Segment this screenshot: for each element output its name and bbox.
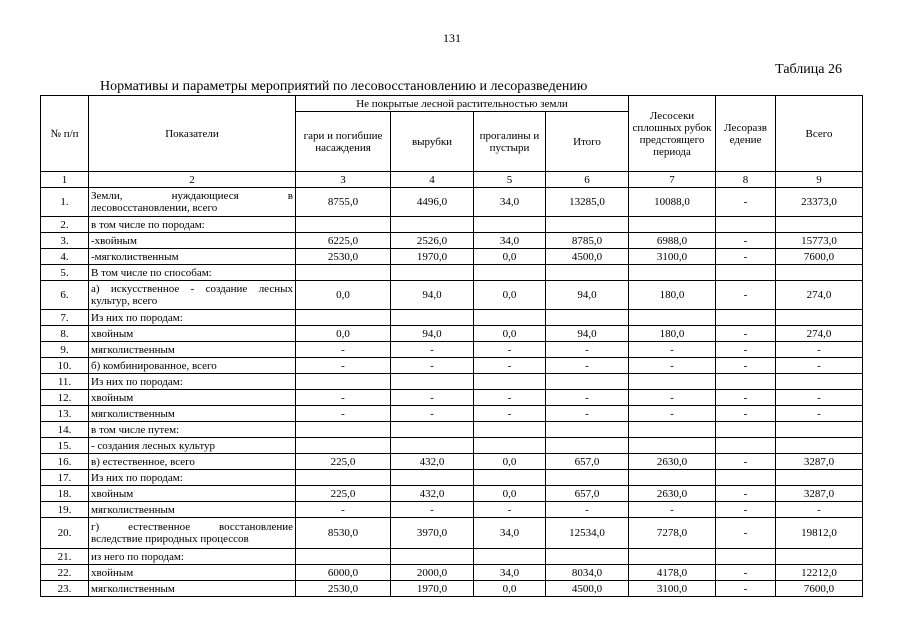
row-number-cell: 17. — [41, 470, 89, 486]
value-cell — [776, 217, 863, 233]
value-cell: 6225,0 — [296, 233, 391, 249]
table-row — [41, 188, 863, 217]
value-cell: - — [629, 406, 716, 422]
value-cell: 34,0 — [474, 565, 546, 581]
value-cell: 2526,0 — [391, 233, 474, 249]
value-cell: 0,0 — [474, 326, 546, 342]
row-number-cell: 1. — [41, 188, 89, 217]
value-cell — [546, 470, 629, 486]
value-cell: 8755,0 — [296, 188, 391, 217]
table-label: Таблица 26 — [775, 62, 842, 77]
value-cell: 12534,0 — [546, 518, 629, 549]
indicator-cell: в том числе путем: — [89, 422, 296, 438]
header-fellings: вырубки — [391, 112, 474, 172]
table-row — [41, 518, 863, 549]
value-cell: 94,0 — [546, 281, 629, 310]
value-cell — [776, 310, 863, 326]
row-number-cell: 22. — [41, 565, 89, 581]
value-cell: - — [296, 502, 391, 518]
value-cell: 1970,0 — [391, 249, 474, 265]
value-cell: - — [716, 581, 776, 597]
value-cell: - — [716, 358, 776, 374]
value-cell — [474, 422, 546, 438]
header-not-covered: Не покрытые лесной растительностью земли — [296, 96, 629, 112]
value-cell: 2630,0 — [629, 486, 716, 502]
value-cell — [776, 470, 863, 486]
page-number: 131 — [443, 31, 461, 45]
table-body — [41, 188, 863, 597]
indicator-cell: Из них по породам: — [89, 470, 296, 486]
value-cell: - — [776, 390, 863, 406]
value-cell: - — [629, 342, 716, 358]
value-cell: 6000,0 — [296, 565, 391, 581]
value-cell: 7600,0 — [776, 581, 863, 597]
table-row — [41, 265, 863, 281]
value-cell: - — [629, 358, 716, 374]
row-number-cell: 23. — [41, 581, 89, 597]
row-number-cell: 11. — [41, 374, 89, 390]
value-cell — [776, 265, 863, 281]
table-row — [41, 390, 863, 406]
row-number-cell: 20. — [41, 518, 89, 549]
row-number-cell: 7. — [41, 310, 89, 326]
indicator-cell: хвойным — [89, 565, 296, 581]
row-number-cell: 4. — [41, 249, 89, 265]
value-cell — [296, 438, 391, 454]
indicator-cell: из него по породам: — [89, 549, 296, 565]
value-cell: 2000,0 — [391, 565, 474, 581]
table-row — [41, 565, 863, 581]
value-cell — [296, 470, 391, 486]
value-cell: - — [716, 406, 776, 422]
value-cell: 94,0 — [391, 326, 474, 342]
value-cell — [776, 438, 863, 454]
indicator-cell: хвойным — [89, 326, 296, 342]
value-cell: 432,0 — [391, 454, 474, 470]
indicator-cell: в том числе по породам: — [89, 217, 296, 233]
value-cell: - — [776, 358, 863, 374]
value-cell — [546, 310, 629, 326]
table-row — [41, 581, 863, 597]
column-number-row — [41, 172, 863, 188]
value-cell: 3970,0 — [391, 518, 474, 549]
value-cell: 6988,0 — [629, 233, 716, 249]
header-clearcuts: Лесосеки сплошных рубок предстоящего периода — [629, 96, 716, 172]
value-cell: - — [474, 342, 546, 358]
table-row — [41, 342, 863, 358]
row-number-cell: 8. — [41, 326, 89, 342]
value-cell — [546, 265, 629, 281]
table-row — [41, 281, 863, 310]
value-cell — [474, 265, 546, 281]
table-row — [41, 217, 863, 233]
value-cell: - — [629, 502, 716, 518]
indicator-cell: Из них по породам: — [89, 310, 296, 326]
value-cell — [391, 549, 474, 565]
table-row — [41, 454, 863, 470]
row-number-cell: 9. — [41, 342, 89, 358]
row-number-cell: 6. — [41, 281, 89, 310]
value-cell — [391, 265, 474, 281]
value-cell — [629, 265, 716, 281]
value-cell — [629, 549, 716, 565]
value-cell: 2530,0 — [296, 249, 391, 265]
row-number-cell: 12. — [41, 390, 89, 406]
value-cell: 1970,0 — [391, 581, 474, 597]
col-number: 9 — [776, 172, 863, 188]
col-number: 7 — [629, 172, 716, 188]
value-cell — [391, 422, 474, 438]
value-cell: - — [474, 390, 546, 406]
value-cell: 34,0 — [474, 233, 546, 249]
value-cell: 180,0 — [629, 281, 716, 310]
value-cell: 34,0 — [474, 518, 546, 549]
value-cell — [629, 470, 716, 486]
value-cell: 0,0 — [296, 326, 391, 342]
value-cell: - — [391, 342, 474, 358]
value-cell — [474, 438, 546, 454]
value-cell — [629, 422, 716, 438]
value-cell: 19812,0 — [776, 518, 863, 549]
indicator-cell: г) естественное восстановление вследствие природных процессов — [89, 518, 296, 549]
indicator-cell: б) комбинированное, всего — [89, 358, 296, 374]
value-cell — [474, 310, 546, 326]
value-cell: 8530,0 — [296, 518, 391, 549]
value-cell: - — [296, 390, 391, 406]
value-cell: - — [776, 342, 863, 358]
value-cell: - — [716, 249, 776, 265]
indicator-cell: Из них по породам: — [89, 374, 296, 390]
value-cell — [629, 438, 716, 454]
table-row — [41, 406, 863, 422]
value-cell: - — [474, 502, 546, 518]
row-number-cell: 13. — [41, 406, 89, 422]
col-number: 4 — [391, 172, 474, 188]
value-cell: 0,0 — [474, 454, 546, 470]
value-cell: - — [716, 342, 776, 358]
value-cell: 2530,0 — [296, 581, 391, 597]
value-cell: 10088,0 — [629, 188, 716, 217]
header-afforestation: Лесоразв едение — [716, 96, 776, 172]
row-number-cell: 21. — [41, 549, 89, 565]
value-cell — [716, 470, 776, 486]
indicator-cell: хвойным — [89, 486, 296, 502]
table-row — [41, 358, 863, 374]
indicator-cell: мягколиственным — [89, 502, 296, 518]
value-cell — [296, 217, 391, 233]
value-cell: - — [391, 406, 474, 422]
value-cell: - — [716, 188, 776, 217]
value-cell — [629, 310, 716, 326]
value-cell: 8785,0 — [546, 233, 629, 249]
value-cell: 2630,0 — [629, 454, 716, 470]
value-cell: 4500,0 — [546, 581, 629, 597]
col-number: 6 — [546, 172, 629, 188]
value-cell — [546, 422, 629, 438]
value-cell: 8034,0 — [546, 565, 629, 581]
indicator-cell: мягколиственным — [89, 406, 296, 422]
value-cell — [776, 549, 863, 565]
indicator-cell: хвойным — [89, 390, 296, 406]
value-cell — [716, 374, 776, 390]
value-cell: - — [391, 390, 474, 406]
value-cell: 180,0 — [629, 326, 716, 342]
table-row — [41, 438, 863, 454]
value-cell — [391, 217, 474, 233]
value-cell: 274,0 — [776, 281, 863, 310]
value-cell: 274,0 — [776, 326, 863, 342]
indicator-cell: -мягколиственным — [89, 249, 296, 265]
value-cell: - — [776, 502, 863, 518]
row-number-cell: 2. — [41, 217, 89, 233]
value-cell: - — [546, 342, 629, 358]
value-cell: - — [716, 502, 776, 518]
table-row — [41, 233, 863, 249]
header-burns: гари и погибшие насаждения — [296, 112, 391, 172]
row-number-cell: 10. — [41, 358, 89, 374]
indicator-cell: Земли, нуждающиеся в лесовосстановлении, всего — [89, 188, 296, 217]
header-indicators: Показатели — [89, 96, 296, 172]
value-cell: 15773,0 — [776, 233, 863, 249]
value-cell: 0,0 — [474, 249, 546, 265]
value-cell: - — [296, 406, 391, 422]
table-row — [41, 326, 863, 342]
value-cell: 225,0 — [296, 486, 391, 502]
value-cell: - — [716, 281, 776, 310]
indicator-cell: в) естественное, всего — [89, 454, 296, 470]
value-cell: 94,0 — [391, 281, 474, 310]
value-cell — [716, 217, 776, 233]
header-num: № п/п — [41, 96, 89, 172]
value-cell: - — [716, 518, 776, 549]
row-number-cell: 15. — [41, 438, 89, 454]
table-title: Нормативы и параметры мероприятий по лесовосстановлению и лесоразведению — [100, 79, 588, 94]
value-cell — [776, 374, 863, 390]
indicator-cell: -хвойным — [89, 233, 296, 249]
row-number-cell: 16. — [41, 454, 89, 470]
header-total: Всего — [776, 96, 863, 172]
value-cell — [546, 549, 629, 565]
row-number-cell: 3. — [41, 233, 89, 249]
value-cell: 432,0 — [391, 486, 474, 502]
value-cell: 12212,0 — [776, 565, 863, 581]
value-cell: - — [474, 358, 546, 374]
value-cell: 657,0 — [546, 486, 629, 502]
value-cell: 225,0 — [296, 454, 391, 470]
table-row — [41, 310, 863, 326]
value-cell — [546, 217, 629, 233]
value-cell — [296, 265, 391, 281]
value-cell: 0,0 — [474, 581, 546, 597]
value-cell — [716, 438, 776, 454]
value-cell: - — [391, 502, 474, 518]
table-row — [41, 422, 863, 438]
value-cell — [629, 374, 716, 390]
value-cell — [391, 438, 474, 454]
value-cell: 4500,0 — [546, 249, 629, 265]
value-cell: - — [546, 502, 629, 518]
col-number: 5 — [474, 172, 546, 188]
header-glades: прогалины и пустыри — [474, 112, 546, 172]
table-row — [41, 502, 863, 518]
value-cell — [716, 310, 776, 326]
value-cell: - — [474, 406, 546, 422]
value-cell: - — [629, 390, 716, 406]
value-cell: 94,0 — [546, 326, 629, 342]
value-cell — [296, 374, 391, 390]
value-cell — [716, 265, 776, 281]
value-cell: 4496,0 — [391, 188, 474, 217]
table-row — [41, 486, 863, 502]
value-cell: 34,0 — [474, 188, 546, 217]
value-cell: 13285,0 — [546, 188, 629, 217]
value-cell: - — [296, 342, 391, 358]
value-cell — [391, 470, 474, 486]
value-cell: 0,0 — [474, 281, 546, 310]
value-cell: - — [716, 486, 776, 502]
value-cell — [474, 374, 546, 390]
value-cell — [716, 422, 776, 438]
table-row — [41, 470, 863, 486]
value-cell: - — [716, 565, 776, 581]
value-cell: - — [716, 326, 776, 342]
value-cell — [296, 422, 391, 438]
value-cell: - — [391, 358, 474, 374]
value-cell — [474, 549, 546, 565]
value-cell — [474, 470, 546, 486]
value-cell: 3100,0 — [629, 581, 716, 597]
value-cell: 0,0 — [474, 486, 546, 502]
value-cell: - — [296, 358, 391, 374]
indicator-cell: мягколиственным — [89, 342, 296, 358]
indicator-cell: - создания лесных культур — [89, 438, 296, 454]
value-cell: 23373,0 — [776, 188, 863, 217]
col-number: 8 — [716, 172, 776, 188]
table-row — [41, 249, 863, 265]
value-cell: - — [546, 358, 629, 374]
value-cell: 3100,0 — [629, 249, 716, 265]
value-cell — [546, 438, 629, 454]
indicator-cell: мягколиственным — [89, 581, 296, 597]
value-cell: 7600,0 — [776, 249, 863, 265]
value-cell — [296, 549, 391, 565]
value-cell: 0,0 — [296, 281, 391, 310]
value-cell: - — [716, 390, 776, 406]
row-number-cell: 18. — [41, 486, 89, 502]
table-row — [41, 549, 863, 565]
value-cell: - — [716, 454, 776, 470]
col-number: 3 — [296, 172, 391, 188]
value-cell — [391, 374, 474, 390]
value-cell: - — [546, 390, 629, 406]
value-cell: 4178,0 — [629, 565, 716, 581]
value-cell — [546, 374, 629, 390]
value-cell — [296, 310, 391, 326]
col-number: 2 — [89, 172, 296, 188]
header-subtotal: Итого — [546, 112, 629, 172]
col-number: 1 — [41, 172, 89, 188]
value-cell — [474, 217, 546, 233]
value-cell: - — [546, 406, 629, 422]
row-number-cell: 5. — [41, 265, 89, 281]
forest-regeneration-table — [40, 95, 863, 597]
value-cell: - — [776, 406, 863, 422]
value-cell: 3287,0 — [776, 454, 863, 470]
value-cell — [629, 217, 716, 233]
value-cell: 7278,0 — [629, 518, 716, 549]
table-row — [41, 374, 863, 390]
value-cell: 657,0 — [546, 454, 629, 470]
row-number-cell: 19. — [41, 502, 89, 518]
value-cell — [776, 422, 863, 438]
value-cell — [716, 549, 776, 565]
row-number-cell: 14. — [41, 422, 89, 438]
value-cell: 3287,0 — [776, 486, 863, 502]
indicator-cell: В том числе по способам: — [89, 265, 296, 281]
value-cell — [391, 310, 474, 326]
value-cell: - — [716, 233, 776, 249]
indicator-cell: а) искусственное - создание лесных культур, всего — [89, 281, 296, 310]
